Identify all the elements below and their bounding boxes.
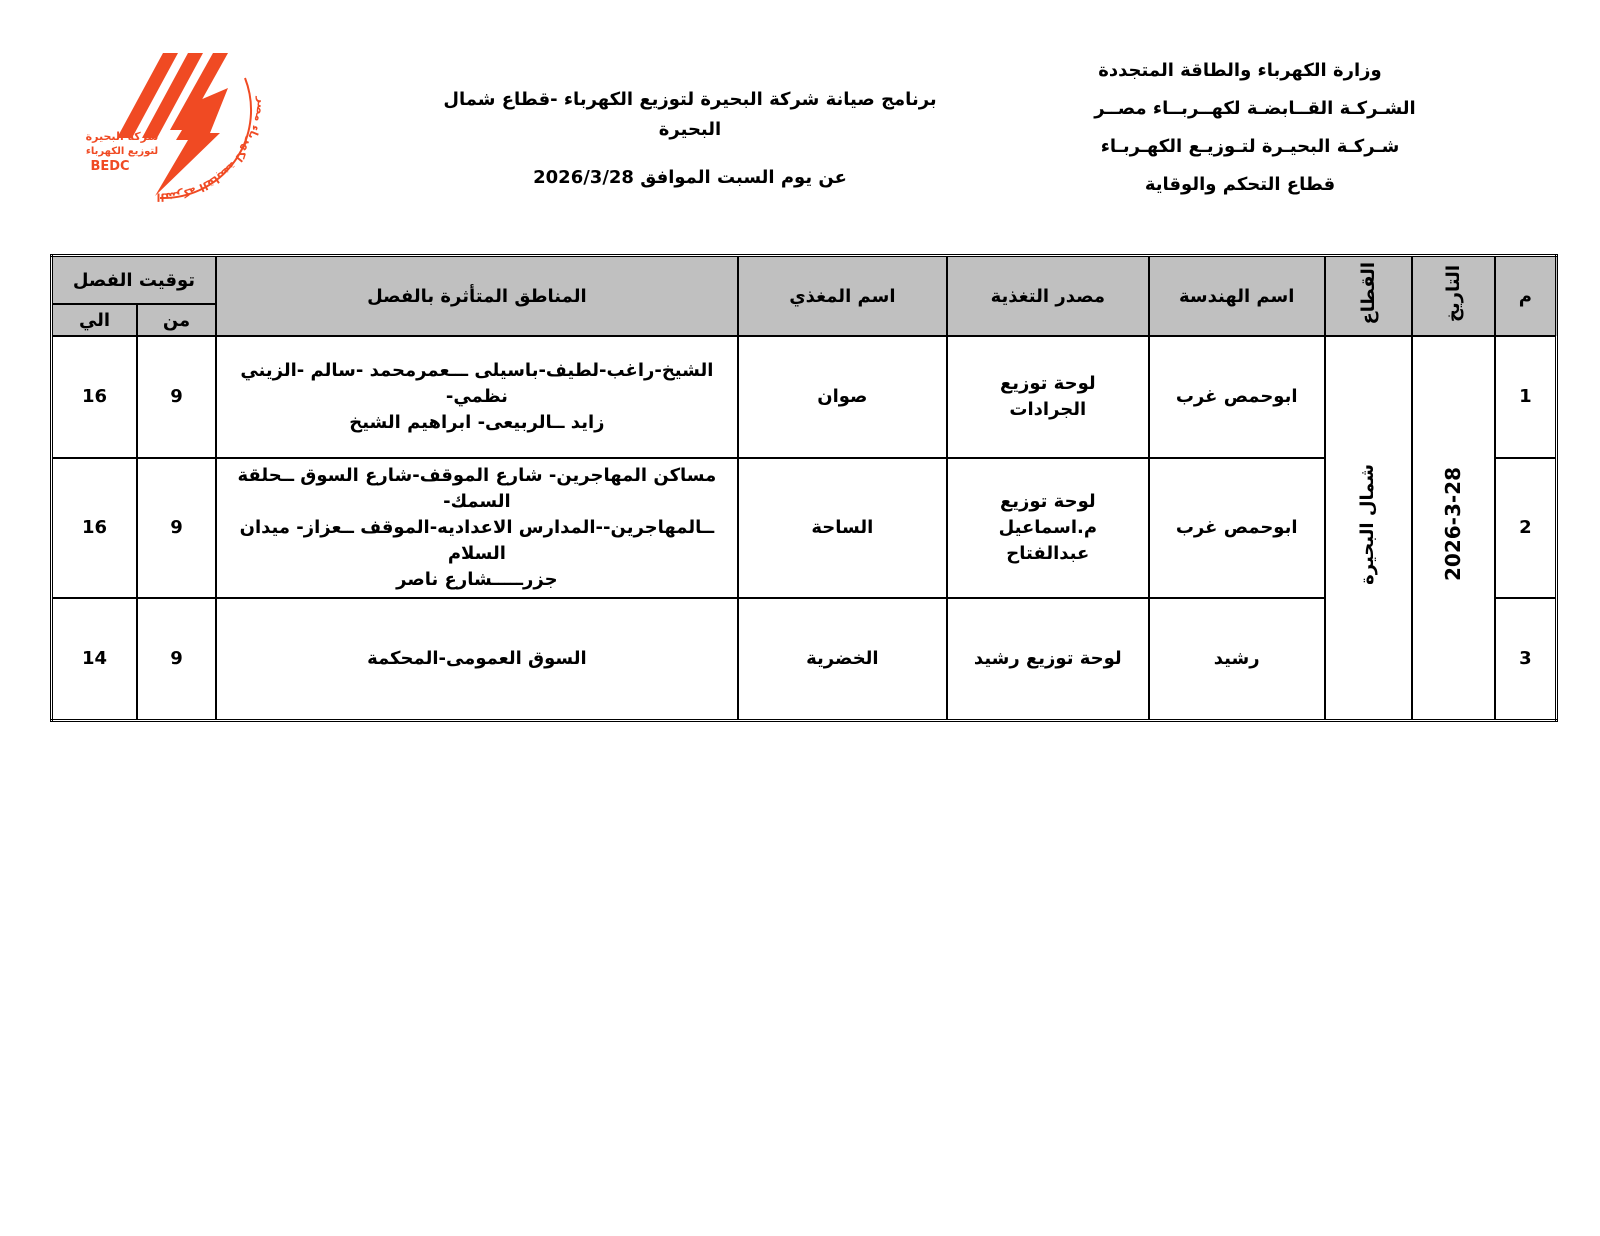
- document-title: برنامج صيانة شركة البحيرة لتوزيع الكهرباء -قطاع شمال البحيرة: [443, 89, 937, 140]
- cell-areas: السوق العمومى-المحكمة: [216, 598, 738, 721]
- cell-engineering: ابوحمص غرب: [1149, 458, 1325, 598]
- header-index: م: [1495, 256, 1557, 337]
- department-name: قطاع التحكم والوقاية: [1144, 174, 1336, 195]
- logo-abbr: BEDC: [90, 159, 130, 174]
- cell-from: 9: [137, 598, 216, 721]
- lightning-bolt-icon: [60, 48, 290, 208]
- cell-date: 2026-3-28: [1412, 336, 1495, 721]
- header-feeder: اسم المغذي: [738, 256, 947, 337]
- cell-areas: الشيخ-راغب-لطيف-باسيلى ـــعمرمحمد -سالم -الزيني نظمي- زايد ــالربيعى- ابراهيم الشيخ: [216, 336, 738, 458]
- cell-source: لوحة توزيع م.اسماعيل عبدالفتاح: [947, 458, 1149, 598]
- header-from: من: [137, 304, 216, 336]
- logo-name-line1: شركة البحيرة: [85, 130, 159, 143]
- cell-to: 14: [52, 598, 138, 721]
- ministry-name: وزارة الكهرباء والطاقة المتجددة: [1098, 60, 1382, 81]
- cell-index: 3: [1495, 598, 1557, 721]
- cell-engineering: رشيد: [1149, 598, 1325, 721]
- logo-name-line2: لتوزيع الكهرباء: [85, 146, 159, 157]
- header-engineering: اسم الهندسة: [1149, 256, 1325, 337]
- logo-arc-text: الشركة القابضة لكهرباء مصر: [156, 96, 269, 204]
- header-date: التاريخ: [1412, 256, 1495, 337]
- distribution-company-name: شـركـة البحيـرة لتـوزيـع الكهـربـاء: [1100, 136, 1400, 157]
- cell-source: لوحة توزيع رشيد: [947, 598, 1149, 721]
- header-sector: القطاع: [1325, 256, 1412, 337]
- cell-to: 16: [52, 458, 138, 598]
- header-source: مصدر التغذية: [947, 256, 1149, 337]
- cell-feeder: صوان: [738, 336, 947, 458]
- bedc-logo: [60, 48, 290, 208]
- organization-header: [1050, 52, 1430, 204]
- cell-engineering: ابوحمص غرب: [1149, 336, 1325, 458]
- document-title-block: [410, 85, 970, 193]
- table-header-row: [52, 256, 1557, 305]
- document-date-line: عن يوم السبت الموافق 2026/3/28: [533, 167, 847, 188]
- cell-from: 9: [137, 336, 216, 458]
- header-timing: توقيت الفصل: [52, 256, 216, 305]
- cell-sector: شمال البحيرة: [1325, 336, 1412, 721]
- maintenance-schedule-table: [50, 254, 1558, 722]
- cell-feeder: الساحة: [738, 458, 947, 598]
- cell-from: 9: [137, 458, 216, 598]
- cell-index: 2: [1495, 458, 1557, 598]
- header-areas: المناطق المتأثرة بالفصل: [216, 256, 738, 337]
- cell-index: 1: [1495, 336, 1557, 458]
- cell-areas: مساكن المهاجرين- شارع الموقف-شارع السوق ــحلقة السمك- ــالمهاجرين--المدارس الاعداديه-الموقف ــعزاز- ميدان السلام جزرـــــشارع ناصر: [216, 458, 738, 598]
- holding-company-name: الشـركـة القــابضـة لكهــربــاء مصــر: [1094, 98, 1416, 119]
- cell-feeder: الخضرية: [738, 598, 947, 721]
- table-row: [52, 336, 1557, 458]
- cell-source: لوحة توزيع الجرادات: [947, 336, 1149, 458]
- header-to: الي: [52, 304, 138, 336]
- cell-to: 16: [52, 336, 138, 458]
